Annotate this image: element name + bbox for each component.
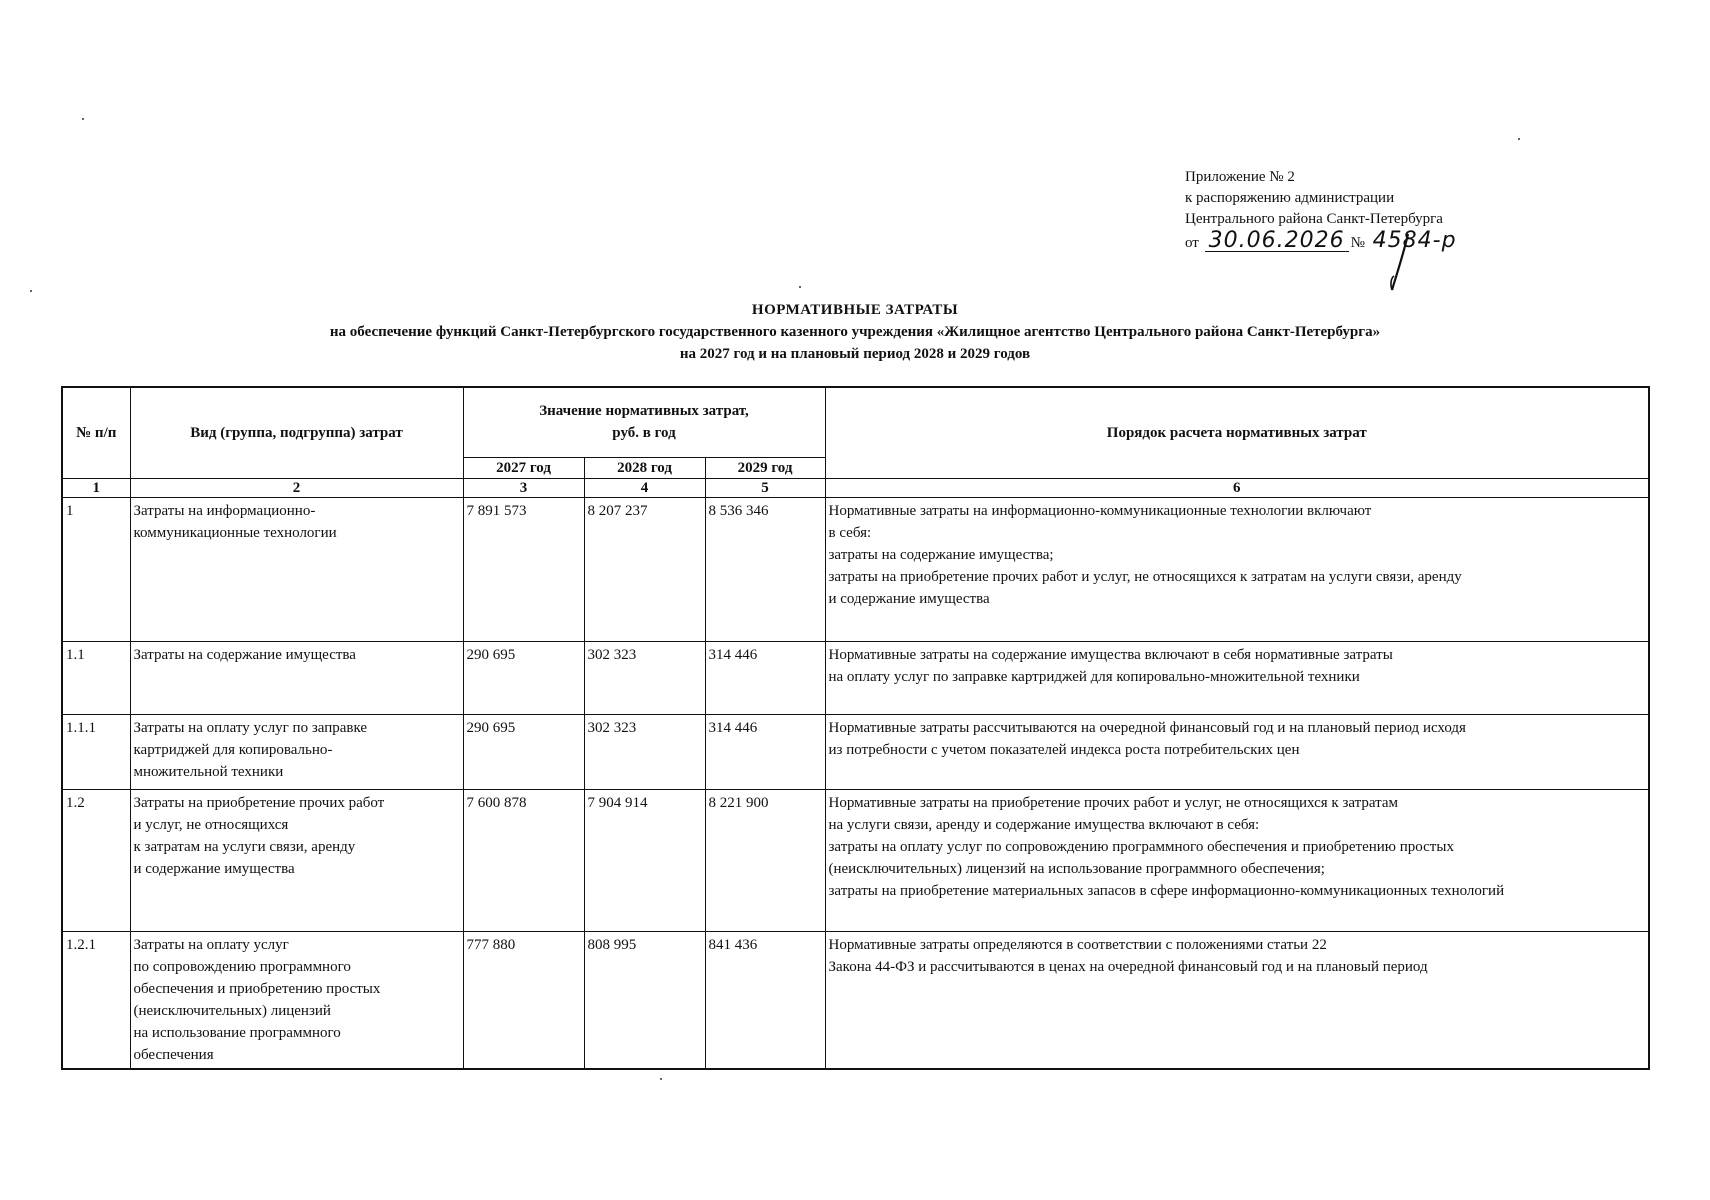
row-value-2028: 8 207 237 [584,497,705,641]
row-value-2029: 841 436 [705,931,825,1069]
document-heading: НОРМАТИВНЫЕ ЗАТРАТЫ [751,302,959,318]
handwritten-number: 4584-р [1372,228,1457,253]
row-order: Нормативные затраты рассчитываются на очередной финансовый год и на плановый период исходя из потребности с учетом показателей индекса роста потребительских цен [825,714,1649,789]
row-order: Нормативные затраты определяются в соответствии с положениями статьи 22 Закона 44-ФЗ и рассчитываются в ценах на очередной финансовый год и на плановый период [825,931,1649,1069]
costs-table [61,386,1650,1070]
handwritten-date: 30.06.2026 [1205,230,1349,252]
header-year-2028: 2028 год [584,457,705,478]
scan-speck [799,286,801,288]
header-year-2027: 2027 год [463,457,584,478]
table-row [62,497,1649,641]
scan-speck [82,118,84,120]
appendix-order-ref: к распоряжению администрации [1185,190,1395,206]
table-row [62,931,1649,1069]
column-number: 2 [130,478,463,497]
row-value-2029: 8 221 900 [705,789,825,931]
row-order: Нормативные затраты на информационно-коммуникационные технологии включают в себя: затраты на содержание имущества; затраты на приобретение прочих работ и услуг, не относящихся к затратам на услуги связи, аренду и содержание имущества [825,497,1649,641]
row-value-2028: 808 995 [584,931,705,1069]
row-kind: Затраты на оплату услуг по заправке картриджей для копировально- множительной техники [130,714,463,789]
header-value: Значение нормативных затрат, руб. в год [463,387,825,457]
row-value-2029: 8 536 346 [705,497,825,641]
column-number: 3 [463,478,584,497]
column-number: 6 [825,478,1649,497]
row-order: Нормативные затраты на содержание имущества включают в себя нормативные затраты на оплату услуг по заправке картриджей для копировально-множительной техники [825,641,1649,714]
row-num: 1.2 [62,789,130,931]
column-numbers-row [62,478,1649,497]
appendix-district: Центрального района Санкт-Петербурга [1185,211,1443,227]
from-label: от [1185,235,1199,251]
scan-speck [660,1078,662,1080]
appendix-title: Приложение № 2 [1185,169,1295,185]
column-number: 1 [62,478,130,497]
row-value-2028: 302 323 [584,641,705,714]
number-label: № [1350,235,1365,251]
row-order: Нормативные затраты на приобретение прочих работ и услуг, не относящихся к затратам на услуги связи, аренду и содержание имущества включают в себя: затраты на оплату услуг по сопровождению программного обеспечения и приобретению простых (неисключительных) лицензий на использование программного обеспечения; затраты на приобретение материальных запасов в сфере информационно-коммуникационных технологий [825,789,1649,931]
table-row [62,641,1649,714]
row-value-2027: 7 600 878 [463,789,584,931]
header-year-2029: 2029 год [705,457,825,478]
document-period: на 2027 год и на плановый период 2028 и 2029 годов [679,346,1031,362]
row-num: 1.1 [62,641,130,714]
header-order: Порядок расчета нормативных затрат [825,387,1649,478]
column-number: 5 [705,478,825,497]
scan-speck [1518,138,1520,140]
scan-speck [30,290,32,292]
row-num: 1 [62,497,130,641]
header-row [62,387,1649,457]
row-value-2027: 777 880 [463,931,584,1069]
row-kind: Затраты на оплату услуг по сопровождению программного обеспечения и приобретению простых (неисключительных) лицензий на использование программного обеспечения [130,931,463,1069]
column-number: 4 [584,478,705,497]
row-value-2028: 302 323 [584,714,705,789]
row-num: 1.1.1 [62,714,130,789]
table-row [62,714,1649,789]
row-value-2027: 7 891 573 [463,497,584,641]
header-num: № п/п [62,387,130,478]
row-num: 1.2.1 [62,931,130,1069]
row-kind: Затраты на содержание имущества [130,641,463,714]
document-subtitle: на обеспечение функций Санкт-Петербургского государственного казенного учреждения «Жилищное агентство Центрального района Санкт-Петербурга» [329,324,1381,340]
row-value-2029: 314 446 [705,714,825,789]
header-kind: Вид (группа, подгруппа) затрат [130,387,463,478]
table-row [62,789,1649,931]
row-kind: Затраты на информационно- коммуникационные технологии [130,497,463,641]
row-kind: Затраты на приобретение прочих работ и услуг, не относящихся к затратам на услуги связи, аренду и содержание имущества [130,789,463,931]
row-value-2027: 290 695 [463,714,584,789]
signature-stroke-icon [1380,232,1420,292]
row-value-2027: 290 695 [463,641,584,714]
row-value-2028: 7 904 914 [584,789,705,931]
row-value-2029: 314 446 [705,641,825,714]
